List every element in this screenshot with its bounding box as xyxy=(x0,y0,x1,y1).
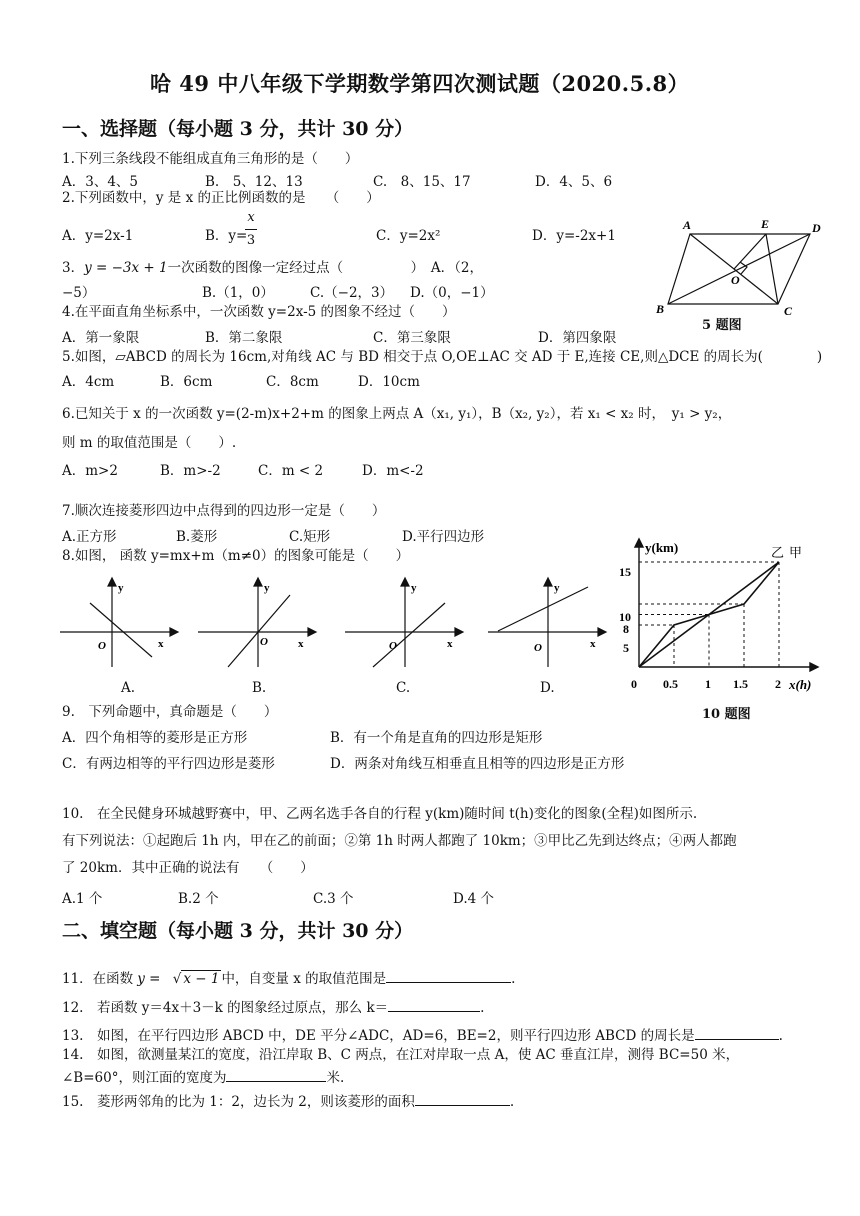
q4-opt-b: B．第二象限 xyxy=(205,330,283,346)
q7-opt-c: C.矩形 xyxy=(289,529,331,545)
q9-stem: 9. 下列命题中，真命题是（ ） xyxy=(62,704,278,720)
q6-stem-cont: 则 m 的取值范围是（ ）. xyxy=(62,435,237,451)
q3-opt-a-cont: −5） xyxy=(62,285,96,301)
fig10-ylabel: y(km) xyxy=(645,540,679,555)
svg-text:x: x xyxy=(158,638,164,650)
q10-opt-b: B.2 个 xyxy=(178,891,219,907)
q14-line2: ∠B=60°，则江面的宽度为 米. xyxy=(62,1067,344,1087)
q6-opt-b: B．m>-2 xyxy=(160,463,221,479)
label-a: A xyxy=(683,218,692,232)
label-c: C xyxy=(784,304,793,318)
label-o: O xyxy=(731,273,740,287)
fig10-series-label-jia: 甲 xyxy=(789,545,803,560)
svg-text:y: y xyxy=(118,582,124,594)
svg-text:O: O xyxy=(534,642,542,654)
q8-label-d: D. xyxy=(540,680,555,696)
fig10-xtick-2: 2 xyxy=(775,677,781,691)
q9-opt-a: A．四个角相等的菱形是正方形 xyxy=(62,730,248,746)
q8-stem: 8.如图， 函数 y=mx+m（m≠0）的图象可能是（ ） xyxy=(62,548,410,564)
q4-opt-c: C．第三象限 xyxy=(373,330,451,346)
q2-frac-num: x xyxy=(247,210,255,225)
diagonal-bd xyxy=(668,234,810,304)
q7-stem: 7.顺次连接菱形四边中点得到的四边形一定是（ ） xyxy=(62,503,386,519)
figure-10-chart xyxy=(615,532,830,697)
svg-text:O: O xyxy=(98,640,106,652)
q6-opt-c: C．m < 2 xyxy=(258,463,324,479)
section-1-heading: 一、选择题（每小题 3 分，共计 30 分） xyxy=(62,118,414,140)
q4-opt-a: A．第一象限 xyxy=(62,330,140,346)
q1-opt-b: B. 5、12、13 xyxy=(205,174,303,190)
q14-answer-blank[interactable] xyxy=(226,1067,326,1082)
svg-text:y: y xyxy=(264,582,270,594)
q8-graph-b xyxy=(198,575,323,670)
q2-opt-b: B．y= xyxy=(205,228,248,244)
fig10-series-label-yi: 乙 xyxy=(771,545,785,560)
line-c xyxy=(373,603,445,667)
q3-expression: y = −3x + 1 xyxy=(84,260,168,276)
q5-opt-b: B．6cm xyxy=(160,374,213,390)
q12-text: 12. 若函数 y＝4x＋3－k 的图象经过原点，那么 k＝ . xyxy=(62,997,484,1017)
q5-opt-c: C．8cm xyxy=(266,374,319,390)
fig10-ytick-15: 15 xyxy=(619,565,631,579)
q4-opt-d: D．第四象限 xyxy=(538,330,617,346)
fig10-ytick-8: 8 xyxy=(623,622,629,636)
q3-opt-d: D.（0，−1） xyxy=(410,285,494,301)
fig10-xtick-0: 0 xyxy=(631,677,637,691)
q12-answer-blank[interactable] xyxy=(388,997,480,1012)
svg-text:O: O xyxy=(389,640,397,652)
svg-text:O: O xyxy=(260,636,268,648)
q8-label-c: C. xyxy=(396,680,411,696)
svg-text:x: x xyxy=(298,638,304,650)
q3-stem: 3．y = −3x + 1一次函数的图像一定经过点（ ） A．（2， xyxy=(62,260,483,276)
q2-opt-a: A．y=2x-1 xyxy=(62,228,134,244)
q6-opt-d: D．m<-2 xyxy=(362,463,424,479)
q1-opt-d: D．4、5、6 xyxy=(535,174,613,190)
fig10-xtick-1: 1 xyxy=(705,677,711,691)
q11-sqrt: √ x − 1 xyxy=(172,971,220,987)
q5-opt-a: A．4cm xyxy=(62,374,115,390)
q15-answer-blank[interactable] xyxy=(415,1091,510,1106)
q4-stem: 4.在平面直角坐标系中，一次函数 y=2x-5 的图象不经过（ ） xyxy=(62,304,456,320)
q8-label-a: A. xyxy=(121,680,136,696)
q2-opt-d: D．y=-2x+1 xyxy=(532,228,616,244)
q7-opt-b: B.菱形 xyxy=(176,529,218,545)
q1-stem: 1.下列三条线段不能组成直角三角形的是（ ） xyxy=(62,151,359,167)
section-2-heading: 二、填空题（每小题 3 分，共计 30 分） xyxy=(62,920,414,942)
label-b: B xyxy=(656,302,665,316)
q10-line2: 有下列说法：①起跑后 1h 内，甲在乙的前面；②第 1h 时两人都跑了 10km；③甲比乙先到达终点；④两人都跑 xyxy=(62,833,737,849)
fig10-xtick-1-5: 1.5 xyxy=(733,677,748,691)
q8-graph-d xyxy=(488,575,613,670)
svg-text:x: x xyxy=(447,638,453,650)
q3-opt-c: C.（−2，3） xyxy=(310,285,394,301)
q10-line1: 10. 在全民健身环城越野赛中，甲、乙两名选手各自的行程 y(km)随时间 t(h)变化的图象(全程)如图所示. xyxy=(62,806,698,822)
q3-opt-b: B.（1，0） xyxy=(202,285,274,301)
q10-opt-c: C.3 个 xyxy=(313,891,354,907)
svg-text:x: x xyxy=(590,638,596,650)
q10-opt-d: D.4 个 xyxy=(453,891,495,907)
q7-opt-d: D.平行四边形 xyxy=(402,529,485,545)
q6-opt-a: A．m>2 xyxy=(62,463,118,479)
q2-frac-den: 3 xyxy=(246,233,256,248)
q5-stem: 5.如图，▱ABCD 的周长为 16cm,对角线 AC 与 BD 相交于点 O,OE⊥AC 交 AD 于 E,连接 CE,则△DCE 的周长为( ) xyxy=(62,349,823,365)
q9-opt-b: B．有一个角是直角的四边形是矩形 xyxy=(330,730,543,746)
q2-opt-c: C．y=2x² xyxy=(376,228,441,244)
fig10-ytick-10: 10 xyxy=(619,610,631,624)
q5-opt-d: D．10cm xyxy=(358,374,420,390)
q1-opt-c: C. 8、15、17 xyxy=(373,174,471,190)
exam-title: 哈 49 中八年级下学期数学第四次测试题（2020.5.8） xyxy=(150,71,690,96)
q15-text: 15. 菱形两邻角的比为 1：2，边长为 2，则该菱形的面积 . xyxy=(62,1091,514,1111)
fig10-xtick-0-5: 0.5 xyxy=(663,677,678,691)
line-b xyxy=(228,595,290,667)
q7-opt-a: A.正方形 xyxy=(62,529,117,545)
q10-opt-a: A.1 个 xyxy=(62,891,103,907)
q13-answer-blank[interactable] xyxy=(695,1025,779,1040)
q13-text: 13. 如图，在平行四边形 ABCD 中，DE 平分∠ADC，AD=6，BE=2，则平行四边形 ABCD 的周长是 . xyxy=(62,1025,783,1045)
q9-opt-d: D．两条对角线互相垂直且相等的四边形是正方形 xyxy=(330,756,625,772)
q8-graph-a xyxy=(60,575,185,670)
q11-text: 11．在函数 y = √ x − 1 中，自变量 x 的取值范围是 . xyxy=(62,968,515,988)
q2-stem: 2.下列函数中，y 是 x 的正比例函数的是 （ ） xyxy=(62,190,380,206)
segment-ce xyxy=(766,234,778,304)
q8-label-b: B. xyxy=(252,680,267,696)
fig10-ytick-5: 5 xyxy=(623,641,629,655)
line-d xyxy=(498,587,588,631)
q9-opt-c: C．有两边相等的平行四边形是菱形 xyxy=(62,756,275,772)
q11-answer-blank[interactable] xyxy=(386,968,511,983)
q10-line3: 了 20km．其中正确的说法有 （ ） xyxy=(62,860,314,876)
fig10-xlabel: x(h) xyxy=(789,677,812,692)
figure-10-caption: 10 题图 xyxy=(702,707,751,722)
q1-opt-a: A．3、4、5 xyxy=(62,174,139,190)
q14-line1: 14. 如图，欲测量某江的宽度，沿江岸取 B、C 两点，在江对岸取一点 A，使 AC 垂直江岸，测得 BC=50 米， xyxy=(62,1047,740,1063)
label-d: D xyxy=(812,221,821,235)
q2-frac-bar xyxy=(245,229,257,230)
q6-stem: 6.已知关于 x 的一次函数 y=(2-m)x+2+m 的图象上两点 A（x₁, y₁），B（x₂, y₂），若 x₁ < x₂ 时， y₁ > y₂， xyxy=(62,406,732,422)
svg-text:y: y xyxy=(554,582,560,594)
figure-5-caption: 5 题图 xyxy=(702,318,742,333)
label-e: E xyxy=(761,217,770,231)
q8-graph-c xyxy=(345,575,470,670)
svg-text:y: y xyxy=(411,582,417,594)
